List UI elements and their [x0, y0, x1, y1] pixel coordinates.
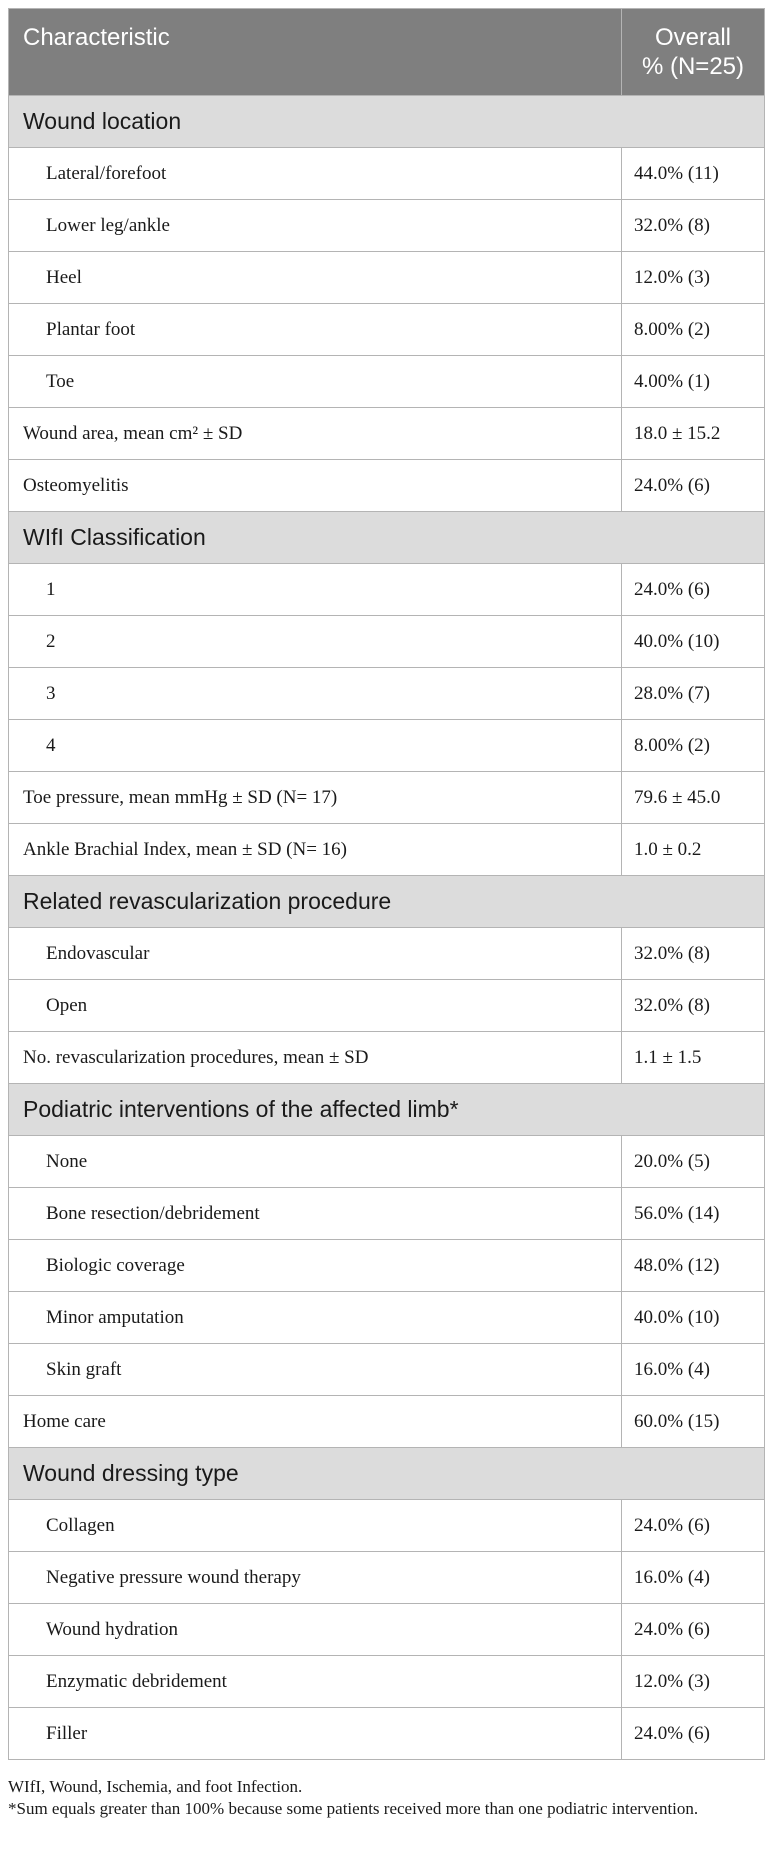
row-value: 40.0% (10)	[622, 1292, 765, 1344]
row-value: 32.0% (8)	[622, 980, 765, 1032]
table-body	[9, 96, 765, 1760]
section-row	[9, 876, 765, 928]
table-row	[9, 720, 765, 772]
row-label: Wound hydration	[9, 1604, 622, 1656]
table-row	[9, 616, 765, 668]
row-label: Heel	[9, 252, 622, 304]
row-label: Plantar foot	[9, 304, 622, 356]
table-row	[9, 1708, 765, 1760]
row-value: 12.0% (3)	[622, 252, 765, 304]
row-label: Ankle Brachial Index, mean ± SD (N= 16)	[9, 824, 622, 876]
header-overall	[622, 9, 765, 96]
row-value: 24.0% (6)	[622, 1500, 765, 1552]
row-value: 16.0% (4)	[622, 1552, 765, 1604]
table-row	[9, 460, 765, 512]
table-row	[9, 564, 765, 616]
header-characteristic-label: Characteristic	[23, 24, 170, 51]
table-row	[9, 928, 765, 980]
row-value: 4.00% (1)	[622, 356, 765, 408]
row-value: 56.0% (14)	[622, 1188, 765, 1240]
table-row	[9, 1396, 765, 1448]
table-row	[9, 148, 765, 200]
row-value: 60.0% (15)	[622, 1396, 765, 1448]
row-label: Enzymatic debridement	[9, 1656, 622, 1708]
row-label: 4	[9, 720, 622, 772]
row-value: 1.0 ± 0.2	[622, 824, 765, 876]
table-row	[9, 772, 765, 824]
row-value: 18.0 ± 15.2	[622, 408, 765, 460]
table-row	[9, 356, 765, 408]
table-row	[9, 1500, 765, 1552]
row-value: 8.00% (2)	[622, 304, 765, 356]
row-label: Minor amputation	[9, 1292, 622, 1344]
row-value: 12.0% (3)	[622, 1656, 765, 1708]
row-value: 28.0% (7)	[622, 668, 765, 720]
table-row	[9, 1552, 765, 1604]
table-row	[9, 1032, 765, 1084]
row-value: 40.0% (10)	[622, 616, 765, 668]
table-row	[9, 668, 765, 720]
row-value: 8.00% (2)	[622, 720, 765, 772]
footnote-abbreviation: WIfI, Wound, Ischemia, and foot Infection.	[8, 1777, 303, 1796]
characteristics-table-container	[8, 8, 764, 1760]
table-row	[9, 980, 765, 1032]
section-label: Related revascularization procedure	[9, 876, 765, 928]
section-label: Wound dressing type	[9, 1448, 765, 1500]
row-label: Filler	[9, 1708, 622, 1760]
row-label: Endovascular	[9, 928, 622, 980]
row-label: No. revascularization procedures, mean ± SD	[9, 1032, 622, 1084]
table-row	[9, 408, 765, 460]
row-label: Biologic coverage	[9, 1240, 622, 1292]
row-label: Bone resection/debridement	[9, 1188, 622, 1240]
row-label: None	[9, 1136, 622, 1188]
row-value: 24.0% (6)	[622, 1604, 765, 1656]
row-value: 44.0% (11)	[622, 148, 765, 200]
table-header-row	[9, 9, 765, 96]
row-label: 3	[9, 668, 622, 720]
row-value: 32.0% (8)	[622, 928, 765, 980]
row-value: 79.6 ± 45.0	[622, 772, 765, 824]
table-row	[9, 1136, 765, 1188]
section-row	[9, 512, 765, 564]
row-value: 16.0% (4)	[622, 1344, 765, 1396]
row-value: 24.0% (6)	[622, 1708, 765, 1760]
row-value: 1.1 ± 1.5	[622, 1032, 765, 1084]
row-label: Lateral/forefoot	[9, 148, 622, 200]
table-row	[9, 1188, 765, 1240]
section-label: WIfI Classification	[9, 512, 765, 564]
row-label: Home care	[9, 1396, 622, 1448]
table-row	[9, 304, 765, 356]
row-value: 20.0% (5)	[622, 1136, 765, 1188]
row-label: Wound area, mean cm² ± SD	[9, 408, 622, 460]
row-value: 48.0% (12)	[622, 1240, 765, 1292]
row-label: 2	[9, 616, 622, 668]
table-row	[9, 1604, 765, 1656]
table-row	[9, 1292, 765, 1344]
table-row	[9, 1656, 765, 1708]
row-label: Negative pressure wound therapy	[9, 1552, 622, 1604]
row-label: Skin graft	[9, 1344, 622, 1396]
row-label: Toe	[9, 356, 622, 408]
header-characteristic	[9, 9, 622, 96]
section-row	[9, 96, 765, 148]
table-row	[9, 824, 765, 876]
row-label: Collagen	[9, 1500, 622, 1552]
footnotes	[8, 1776, 764, 1820]
section-label: Wound location	[9, 96, 765, 148]
section-label: Podiatric interventions of the affected limb*	[9, 1084, 765, 1136]
table-row	[9, 1240, 765, 1292]
row-value: 24.0% (6)	[622, 564, 765, 616]
characteristics-table	[8, 8, 765, 1760]
footnote-sum-note: *Sum equals greater than 100% because some patients received more than one podiatric intervention.	[8, 1799, 699, 1818]
header-overall-label: Overall	[654, 24, 732, 51]
table-row	[9, 252, 765, 304]
row-label: Osteomyelitis	[9, 460, 622, 512]
row-label: Lower leg/ankle	[9, 200, 622, 252]
header-overall-n: % (N=25)	[641, 53, 745, 80]
row-label: Toe pressure, mean mmHg ± SD (N= 17)	[9, 772, 622, 824]
row-value: 32.0% (8)	[622, 200, 765, 252]
table-row	[9, 1344, 765, 1396]
table-row	[9, 200, 765, 252]
section-row	[9, 1084, 765, 1136]
section-row	[9, 1448, 765, 1500]
row-label: 1	[9, 564, 622, 616]
row-value: 24.0% (6)	[622, 460, 765, 512]
row-label: Open	[9, 980, 622, 1032]
